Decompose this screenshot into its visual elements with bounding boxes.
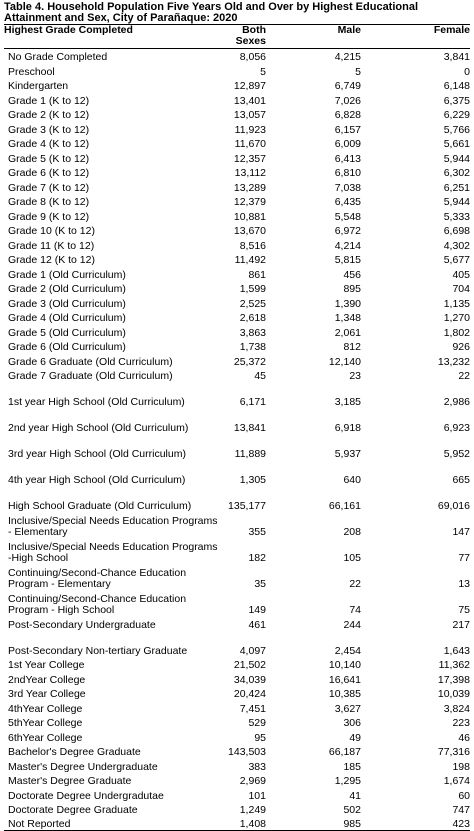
table-row	[4, 295, 470, 310]
female-value: 223	[452, 717, 470, 729]
table-body	[4, 49, 470, 831]
female-value: 1,674	[443, 775, 470, 787]
attainment-table	[4, 24, 470, 831]
table-row	[4, 223, 470, 238]
female-value: 2,986	[443, 396, 470, 408]
both-sexes-value: 101	[248, 789, 266, 802]
both-sexes-value: 11,670	[234, 138, 266, 150]
table-row	[4, 92, 470, 107]
female-value: 5,661	[443, 138, 470, 150]
female-value: 46	[458, 731, 470, 744]
row-label: Grade 3 (K to 12)	[8, 123, 90, 136]
male-value: 6,009	[334, 138, 361, 150]
table-row	[4, 512, 470, 538]
row-label: Grade 1 (Old Curriculum)	[8, 268, 126, 281]
male-value: 66,161	[328, 500, 361, 512]
male-value: 41	[349, 789, 361, 802]
row-label: 1st Year College	[8, 659, 85, 671]
row-label: Master's Degree Undergraduate	[8, 760, 158, 773]
female-value: 77,316	[437, 746, 470, 758]
row-label: Grade 10 (K to 12)	[8, 225, 95, 237]
both-sexes-value: 2,618	[239, 312, 266, 324]
female-value: 423	[361, 816, 470, 831]
female-value: 217	[452, 618, 470, 631]
row-label: Continuing/Second-Chance Education Program - Elementary	[8, 567, 187, 590]
row-label: Post-Secondary Undergraduate	[8, 618, 156, 631]
female-value: 147	[452, 526, 470, 538]
table-row	[4, 165, 470, 180]
row-label: Preschool	[8, 65, 55, 78]
female-value: 11,362	[438, 659, 470, 671]
row-label: Grade 9 (K to 12)	[8, 210, 90, 223]
row-label: Grade 11 (K to 12)	[8, 239, 95, 252]
row-label: 3rd year High School (Old Curriculum)	[8, 448, 186, 460]
male-value: 23	[349, 370, 361, 382]
female-value: 6,923	[443, 422, 470, 434]
table-row	[4, 538, 470, 564]
male-value: 456	[343, 268, 361, 281]
both-sexes-value: 20,424	[233, 688, 266, 700]
both-sexes-value: 355	[248, 526, 266, 538]
male-value: 6,435	[334, 196, 361, 208]
table-row	[4, 715, 470, 730]
female-value: 5,944	[443, 152, 470, 165]
row-label: 5thYear College	[8, 717, 83, 729]
table-row	[4, 194, 470, 209]
table-row	[4, 63, 470, 78]
table-row	[4, 107, 470, 122]
female-value: 6,375	[443, 94, 470, 107]
female-value: 0	[464, 65, 470, 78]
both-sexes-value: 95	[254, 731, 266, 744]
table-row	[4, 616, 470, 631]
male-value: 1,295	[334, 775, 361, 787]
female-value: 198	[452, 760, 470, 773]
table-row	[4, 136, 470, 151]
column-header-female: Female	[361, 25, 470, 49]
row-label: Grade 4 (Old Curriculum)	[8, 312, 126, 324]
row-label: Post-Secondary Non-tertiary Graduate	[8, 644, 188, 657]
both-sexes-value: 12,357	[233, 152, 266, 165]
row-label: No Grade Completed	[8, 51, 108, 63]
both-sexes-value: 1,408	[222, 816, 266, 831]
row-label: 4thYear College	[8, 702, 83, 715]
table-row	[4, 368, 470, 383]
male-value: 6,810	[334, 167, 361, 179]
male-value: 12,140	[328, 355, 361, 368]
both-sexes-value: 383	[248, 760, 266, 773]
female-value: 17,398	[437, 673, 470, 686]
male-value: 985	[266, 816, 361, 831]
table-row	[4, 744, 470, 759]
both-sexes-value: 11,492	[234, 254, 266, 266]
male-value: 74	[349, 604, 361, 616]
both-sexes-value: 10,881	[233, 210, 266, 223]
both-sexes-value: 13,841	[233, 422, 266, 434]
female-value: 6,229	[443, 109, 470, 121]
row-label: High School Graduate (Old Curriculum)	[8, 500, 192, 512]
female-value: 1,270	[443, 312, 470, 324]
table-title: Table 4. Household Population Five Years Old and Over by Highest Educational Attainment and Sex, City of Parañaque: 2020	[4, 1, 419, 24]
male-value: 640	[343, 474, 361, 486]
male-value: 5,937	[334, 448, 361, 460]
male-value: 6,828	[334, 109, 361, 121]
table-row	[4, 564, 470, 590]
row-label: Doctorate Degree Undergradutae	[8, 789, 164, 802]
male-value: 10,385	[328, 688, 361, 700]
female-value: 1,643	[443, 644, 470, 657]
both-sexes-value: 11,889	[234, 448, 266, 460]
table-row	[4, 310, 470, 325]
female-value: 5,333	[443, 210, 470, 223]
female-value: 69,016	[437, 500, 470, 512]
both-sexes-value: 182	[248, 552, 266, 564]
table-row	[4, 700, 470, 715]
female-value: 6,148	[443, 80, 470, 92]
both-sexes-value: 529	[248, 717, 266, 729]
both-sexes-value: 6,171	[239, 396, 266, 408]
both-sexes-value: 861	[248, 268, 266, 281]
male-value: 185	[343, 760, 361, 773]
table-row	[4, 382, 470, 408]
row-label: Grade 12 (K to 12)	[8, 254, 95, 266]
table-row	[4, 324, 470, 339]
both-sexes-value: 149	[248, 604, 266, 616]
table-row	[4, 657, 470, 672]
male-value: 6,413	[334, 152, 361, 165]
male-value: 2,454	[334, 644, 361, 657]
table-header-row	[4, 25, 470, 49]
male-value: 66,187	[328, 746, 361, 758]
table-row	[4, 671, 470, 686]
female-value: 6,302	[443, 167, 470, 179]
both-sexes-value: 4,097	[239, 644, 266, 657]
both-sexes-value: 12,897	[233, 80, 266, 92]
both-sexes-value: 13,112	[234, 167, 266, 179]
column-header-both-sexes: Both Sexes	[222, 25, 266, 49]
row-label: Not Reported	[4, 816, 222, 831]
male-value: 5,815	[334, 254, 361, 266]
male-value: 895	[343, 283, 361, 295]
female-value: 13	[458, 578, 470, 590]
row-label: Grade 6 (K to 12)	[8, 167, 90, 179]
table-row	[4, 590, 470, 616]
row-label: Grade 2 (Old Curriculum)	[8, 283, 126, 295]
male-value: 4,214	[334, 239, 361, 252]
female-value: 665	[452, 474, 470, 486]
female-value: 75	[458, 604, 470, 616]
table-row	[4, 631, 470, 657]
female-value: 13,232	[437, 355, 470, 368]
table-row	[4, 266, 470, 281]
female-value: 10,039	[437, 688, 470, 700]
row-label: Grade 6 Graduate (Old Curriculum)	[8, 355, 173, 368]
row-label: Grade 5 (Old Curriculum)	[8, 326, 126, 339]
both-sexes-value: 3,863	[239, 326, 266, 339]
both-sexes-value: 13,057	[233, 109, 266, 121]
female-value: 4,302	[443, 239, 470, 252]
row-label: 1st year High School (Old Curriculum)	[8, 396, 185, 408]
table-row	[4, 339, 470, 354]
both-sexes-value: 25,372	[233, 355, 266, 368]
row-label: 2nd year High School (Old Curriculum)	[8, 422, 189, 434]
table-row	[4, 121, 470, 136]
both-sexes-value: 2,969	[239, 775, 266, 787]
row-label: Grade 2 (K to 12)	[8, 109, 90, 121]
table-row	[4, 486, 470, 512]
male-value: 208	[343, 526, 361, 538]
male-value: 6,918	[334, 422, 361, 434]
female-value: 405	[452, 268, 470, 281]
both-sexes-value: 13,670	[233, 225, 266, 237]
row-label: 4th year High School (Old Curriculum)	[8, 474, 186, 486]
row-label: Doctorate Degree Graduate	[8, 804, 138, 816]
table-row	[4, 686, 470, 701]
both-sexes-value: 13,289	[233, 181, 266, 194]
row-label: 3rd Year College	[8, 688, 86, 700]
male-value: 4,215	[334, 51, 361, 63]
both-sexes-value: 21,502	[233, 659, 266, 671]
female-value: 926	[452, 341, 470, 353]
both-sexes-value: 1,738	[239, 341, 266, 353]
male-value: 5,548	[334, 210, 361, 223]
both-sexes-value: 135,177	[228, 500, 266, 512]
both-sexes-value: 461	[248, 618, 266, 631]
row-label: Grade 3 (Old Curriculum)	[8, 297, 126, 310]
row-label: Grade 4 (K to 12)	[8, 138, 90, 150]
male-value: 3,627	[334, 702, 361, 715]
male-value: 3,185	[334, 396, 361, 408]
male-value: 16,641	[328, 673, 361, 686]
female-value: 5,952	[443, 448, 470, 460]
row-label: Grade 1 (K to 12)	[8, 94, 90, 107]
male-value: 6,157	[334, 123, 361, 136]
female-value: 6,698	[443, 225, 470, 237]
female-value: 5,766	[443, 123, 470, 136]
both-sexes-value: 1,599	[239, 283, 266, 295]
both-sexes-value: 11,923	[234, 123, 266, 136]
row-label: Continuing/Second-Chance Education Program - High School	[8, 593, 187, 616]
table-row	[4, 150, 470, 165]
female-value: 3,841	[443, 51, 470, 63]
male-value: 22	[349, 578, 361, 590]
table-row	[4, 758, 470, 773]
male-value: 7,026	[334, 94, 361, 107]
row-label: Kindergarten	[8, 80, 69, 92]
column-header-grade: Highest Grade Completed	[4, 25, 222, 49]
row-label: Inclusive/Special Needs Education Programs - Elementary	[8, 515, 218, 538]
male-value: 49	[349, 731, 361, 744]
table-row	[4, 408, 470, 434]
row-label: Grade 6 (Old Curriculum)	[8, 341, 126, 353]
table-row	[4, 252, 470, 267]
row-label: Grade 5 (K to 12)	[8, 152, 90, 165]
row-label: Bachelor's Degree Graduate	[8, 746, 141, 758]
both-sexes-value: 13,401	[233, 94, 266, 107]
both-sexes-value: 5	[260, 65, 266, 78]
table-row	[4, 49, 470, 64]
both-sexes-value: 12,379	[233, 196, 266, 208]
male-value: 306	[343, 717, 361, 729]
male-value: 244	[343, 618, 361, 631]
both-sexes-value: 8,516	[239, 239, 266, 252]
female-value: 6,251	[443, 181, 470, 194]
male-value: 10,140	[328, 659, 361, 671]
both-sexes-value: 45	[254, 370, 266, 382]
both-sexes-value: 1,249	[239, 804, 266, 816]
male-value: 6,749	[334, 80, 361, 92]
female-value: 747	[452, 804, 470, 816]
table-row	[4, 816, 470, 831]
male-value: 6,972	[334, 225, 361, 237]
table-row	[4, 353, 470, 368]
table-row	[4, 773, 470, 788]
row-label: Grade 7 Graduate (Old Curriculum)	[8, 370, 173, 382]
row-label: 6thYear College	[8, 731, 83, 744]
table-row	[4, 237, 470, 252]
female-value: 60	[458, 789, 470, 802]
male-value: 7,038	[334, 181, 361, 194]
male-value: 1,390	[334, 297, 361, 310]
both-sexes-value: 2,525	[239, 297, 266, 310]
female-value: 22	[458, 370, 470, 382]
male-value: 5	[355, 65, 361, 78]
male-value: 2,061	[334, 326, 361, 339]
row-label: Inclusive/Special Needs Education Programs -High School	[8, 541, 218, 564]
row-label: 2ndYear College	[8, 673, 86, 686]
both-sexes-value: 7,451	[239, 702, 266, 715]
row-label: Master's Degree Graduate	[8, 775, 132, 787]
male-value: 502	[343, 804, 361, 816]
both-sexes-value: 1,305	[239, 474, 266, 486]
row-label: Grade 8 (K to 12)	[8, 196, 90, 208]
table-row	[4, 179, 470, 194]
table-row	[4, 208, 470, 223]
both-sexes-value: 34,039	[233, 673, 266, 686]
female-value: 1,135	[443, 297, 470, 310]
both-sexes-value: 8,056	[239, 51, 266, 63]
female-value: 77	[458, 552, 470, 564]
table-row	[4, 281, 470, 296]
female-value: 3,824	[443, 702, 470, 715]
male-value: 105	[343, 552, 361, 564]
row-label: Grade 7 (K to 12)	[8, 181, 90, 194]
table-row	[4, 460, 470, 486]
both-sexes-value: 143,503	[228, 746, 266, 758]
female-value: 5,944	[443, 196, 470, 208]
male-value: 812	[343, 341, 361, 353]
both-sexes-value: 35	[254, 578, 266, 590]
column-header-male: Male	[266, 25, 361, 49]
female-value: 1,802	[443, 326, 470, 339]
female-value: 5,677	[443, 254, 470, 266]
table-row	[4, 729, 470, 744]
table-row	[4, 434, 470, 460]
table-row	[4, 78, 470, 93]
table-row	[4, 787, 470, 802]
table-row	[4, 802, 470, 817]
male-value: 1,348	[334, 312, 361, 324]
female-value: 704	[452, 283, 470, 295]
